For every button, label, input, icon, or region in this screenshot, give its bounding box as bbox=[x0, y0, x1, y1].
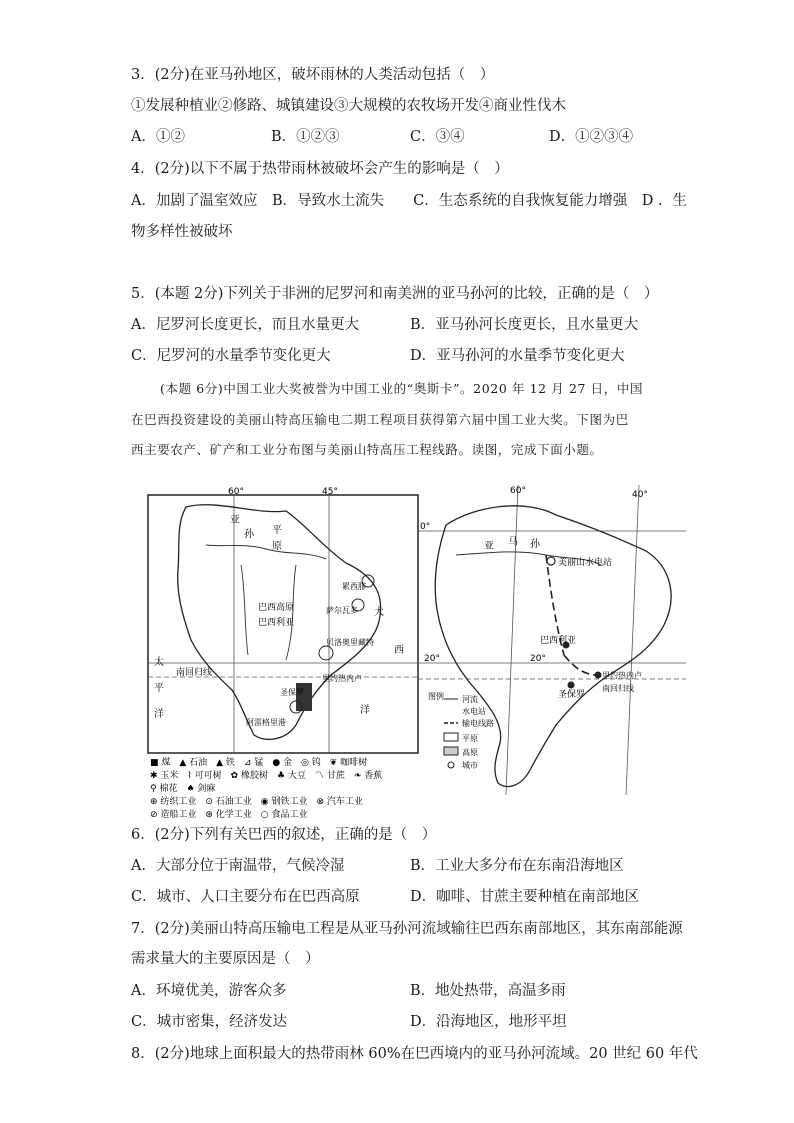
right-legend-river: 河流 bbox=[462, 695, 478, 704]
material-line2: 在巴西投资建设的美丽山特高压输电二期工程项目获得第六届中国工业大奖。下图为巴 bbox=[131, 412, 629, 427]
right-map-dam: 美丽山水电站 bbox=[558, 558, 613, 568]
right-legend-plain: 平原 bbox=[462, 734, 478, 743]
left-map-porto-alegre: 阿雷格里港 bbox=[246, 718, 286, 727]
q5-option-a[interactable]: A．尼罗河长度更长，而且水量更大 bbox=[131, 317, 359, 333]
q3-option-b[interactable]: B．①②③ bbox=[271, 129, 340, 145]
q3-option-a[interactable]: A．①② bbox=[131, 129, 185, 145]
q7-option-a[interactable]: A．环境优美，游客众多 bbox=[131, 983, 287, 999]
q5-option-b[interactable]: B．亚马孙河长度更长，且水量更大 bbox=[410, 317, 639, 333]
right-legend-line: 输电线路 bbox=[462, 719, 494, 728]
material-line3: 西主要农产、矿产和工业分布图与美丽山特高压工程线路。读图，完成下面小题。 bbox=[131, 442, 603, 457]
left-map-legend bbox=[150, 756, 382, 820]
right-legend-plateau: 高原 bbox=[462, 748, 478, 757]
q7-stem2: 需求量大的主要原因是（ ） bbox=[131, 951, 320, 967]
right-map-lat20: 20° bbox=[530, 654, 546, 664]
q6-option-a[interactable]: A．大部分位于南温带，气候冷湿 bbox=[131, 858, 345, 874]
left-map-amazon2: 孙 bbox=[244, 529, 254, 540]
left-legend-row2: ✱ 玉米 ⌇ 可可树 ✿ 橡胶树 ♣ 大豆 〽 甘蔗 ❧ 香蕉 bbox=[150, 771, 383, 781]
q6-stem: 6．(2分)下列有关巴西的叙述，正确的是（ ） bbox=[131, 827, 437, 843]
right-legend-title: 图例 bbox=[428, 692, 444, 701]
right-map-lat0: 0° bbox=[420, 522, 431, 532]
q5-option-d[interactable]: D．亚马孙河的水量季节变化更大 bbox=[410, 348, 625, 364]
q3-option-c[interactable]: C．③④ bbox=[410, 129, 465, 145]
q7-option-b[interactable]: B．地处热带，高温多雨 bbox=[410, 983, 566, 999]
left-map-ping: 平 bbox=[154, 683, 164, 694]
left-map-plain2: 原 bbox=[272, 541, 282, 552]
left-map-brasilia: 巴西利亚 bbox=[258, 618, 295, 628]
left-map-tai: 太 bbox=[154, 657, 164, 668]
right-map-tropic: 南回归线 bbox=[602, 684, 634, 693]
q6-option-c[interactable]: C．城市、人口主要分布在巴西高原 bbox=[131, 889, 360, 905]
left-map-tropic: 南回归线 bbox=[176, 668, 213, 678]
left-map-amazon1: 亚 bbox=[230, 515, 240, 526]
q7-stem: 7．(2分)美丽山特高压输电工程是从亚马孙河流域输往巴西东南部地区，其东南部能源 bbox=[131, 921, 683, 937]
left-map-bh: 贝洛奥里藏特 bbox=[326, 638, 374, 647]
right-legend-dam: 水电站 bbox=[462, 707, 486, 716]
right-map-lon40: 40° bbox=[632, 490, 648, 500]
q4-options-line2: 物多样性被破坏 bbox=[131, 224, 233, 240]
q5-stem: 5．(本题 2分)下列关于非洲的尼罗河和南美洲的亚马孙河的比较，正确的是（ ） bbox=[131, 286, 659, 302]
right-map-outline bbox=[435, 506, 671, 787]
brazil-maps-figure bbox=[146, 485, 686, 820]
left-legend-row4: ⊕ 纺织工业 ⊙ 石油工业 ◉ 钢铁工业 ⊗ 汽车工业 bbox=[150, 797, 363, 807]
left-map-lat20: 20° bbox=[424, 654, 440, 664]
q4-stem: 4．(2分)以下不属于热带雨林被破坏会产生的影响是（ ） bbox=[131, 161, 509, 177]
left-map-plain1: 平 bbox=[272, 525, 282, 536]
right-legend-city: 城市 bbox=[462, 761, 478, 770]
right-map-amazon3: 孙 bbox=[530, 539, 540, 550]
left-legend-row1: ■ 煤 ▲ 石油 ▲ 铁 ⊿ 锰 ● 金 ◎ 钨 ❦ 咖啡树 bbox=[150, 758, 368, 768]
left-map-yang: 洋 bbox=[154, 709, 164, 720]
q5-option-c[interactable]: C．尼罗河的水量季节变化更大 bbox=[131, 348, 331, 364]
left-map-recife: 累西腓 bbox=[342, 582, 366, 591]
q3-list: ①发展种植业②修路、城镇建设③大规模的农牧场开发④商业性伐木 bbox=[131, 98, 566, 114]
q4-options-line1[interactable]: A．加剧了温室效应 B．导致水土流失 C．生态系统的自我恢复能力增强 D ．生 bbox=[131, 193, 687, 209]
q7-option-c[interactable]: C．城市密集，经济发达 bbox=[131, 1014, 288, 1030]
left-map-sp: 圣保罗 bbox=[280, 688, 304, 697]
right-map-sp: 圣保罗 bbox=[558, 690, 586, 700]
q6-option-b[interactable]: B．工业大多分布在东南沿海地区 bbox=[410, 858, 624, 874]
left-map-lon45: 45° bbox=[322, 487, 338, 497]
left-map bbox=[148, 487, 440, 820]
right-map-legend bbox=[428, 691, 494, 770]
left-map-plateau: 巴西高原 bbox=[258, 603, 295, 613]
q8-stem: 8．(2分)地球上面积最大的热带雨林 60%在巴西境内的亚马孙河流域。20 世纪 60 年代 bbox=[131, 1046, 698, 1062]
q7-option-d[interactable]: D．沿海地区，地形平坦 bbox=[410, 1014, 567, 1030]
right-map-lon60: 60° bbox=[510, 486, 526, 496]
left-map-xi: 西 bbox=[394, 645, 404, 656]
q3-stem: 3．(2分)在亚马孙地区，破坏雨林的人类活动包括（ ） bbox=[131, 67, 495, 83]
q3-option-d[interactable]: D．①②③④ bbox=[549, 129, 634, 145]
left-map-da: 大 bbox=[374, 607, 384, 618]
left-map-rio: 里约热内卢 bbox=[322, 674, 362, 683]
right-map bbox=[418, 485, 686, 795]
right-map-brasilia: 巴西利亚 bbox=[540, 636, 577, 646]
right-map-rio: 里约热内卢 bbox=[602, 671, 642, 680]
left-map-lon60: 60° bbox=[228, 487, 244, 497]
q6-option-d[interactable]: D．咖啡、甘蔗主要种植在南部地区 bbox=[410, 889, 640, 905]
right-map-amazon2: 马 bbox=[508, 537, 518, 548]
material-line1: (本题 6分)中国工业大奖被誉为中国工业的“奥斯卡”。2020 年 12 月 27 日，中国 bbox=[160, 381, 644, 396]
left-map-salvador: 萨尔瓦多 bbox=[326, 606, 358, 615]
left-legend-row5: ⊘ 造船工业 ⊛ 化学工业 ○ 食品工业 bbox=[150, 810, 308, 820]
right-map-amazon1: 亚 bbox=[484, 541, 494, 552]
left-legend-row3: ⚲ 棉花 ♠ 剑麻 bbox=[150, 784, 216, 794]
left-map-yang2: 洋 bbox=[360, 705, 370, 716]
